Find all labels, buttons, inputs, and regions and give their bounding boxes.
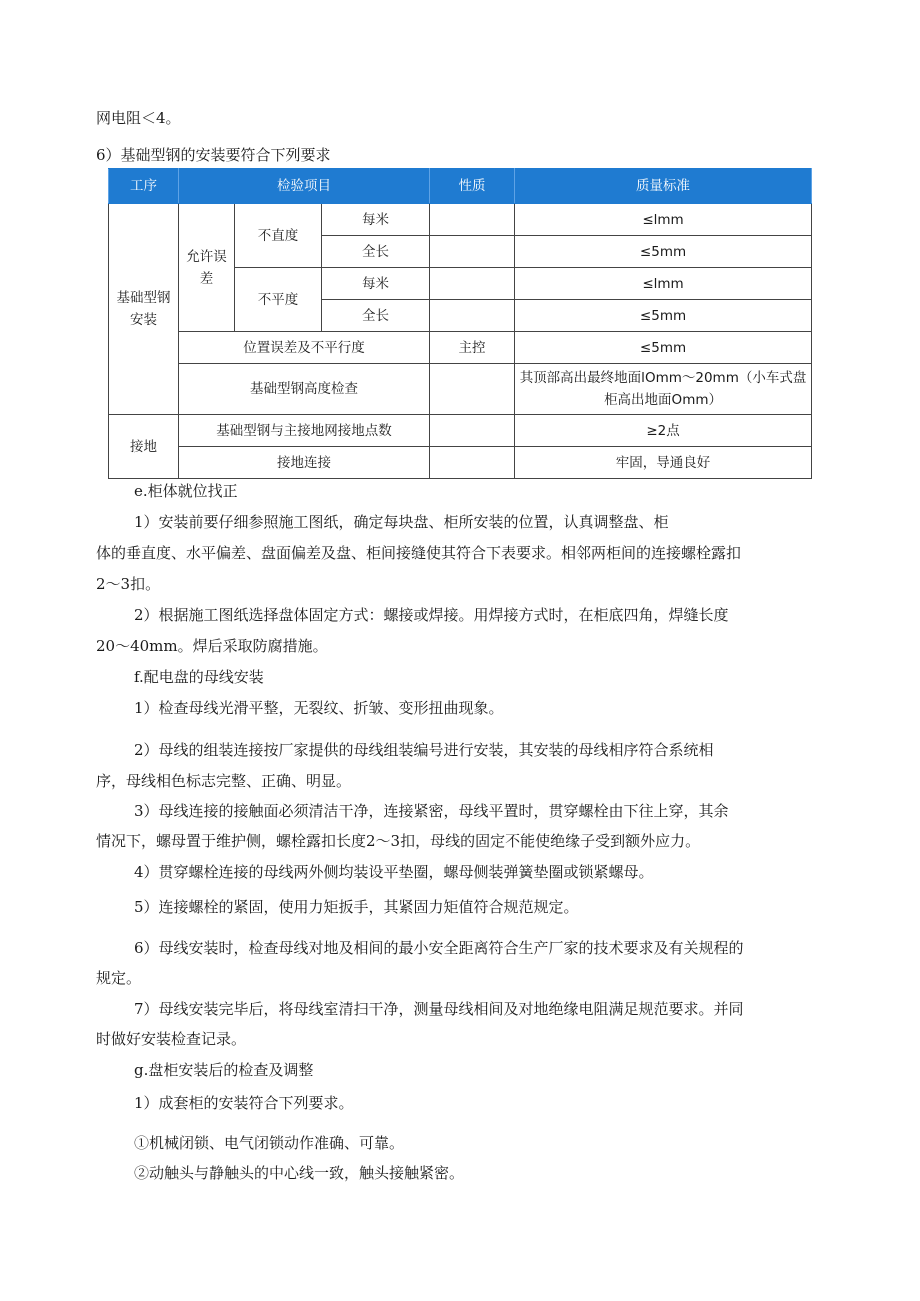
header-nature: 性质	[430, 169, 515, 204]
f7-line-2: 时做好安装检查记录。	[96, 1030, 247, 1048]
nature-cell	[430, 300, 515, 332]
allowed-error-label: 允许误差	[179, 204, 235, 332]
f6-line-2: 规定。	[96, 969, 142, 987]
ground-connection-label: 接地连接	[179, 447, 430, 479]
e2-line-1: 2）根据施工图纸选择盘体固定方式：螺接或焊接。用焊接方式时，在柜底四角，焊缝长度	[134, 606, 729, 624]
section-g-title: g.盘柜安装后的检查及调整	[134, 1061, 314, 1079]
e2-line-2: 20～40mm。焊后采取防腐措施。	[96, 637, 328, 655]
foundation-steel-spec-table	[108, 168, 812, 479]
standard-cell: ≤5mm	[515, 332, 812, 364]
e1-line-1: 1）安装前要仔细参照施工图纸，确定每块盘、柜所安装的位置，认真调整盘、柜	[134, 513, 669, 531]
e1-line-2: 体的垂直度、水平偏差、盘面偏差及盘、柜间接缝使其符合下表要求。相邻两柜间的连接螺栓露扣	[96, 544, 742, 562]
nature-cell: 主控	[430, 332, 515, 364]
f6-line-1: 6）母线安装时，检查母线对地及相间的最小安全距离符合生产厂家的技术要求及有关规程的	[134, 939, 744, 957]
table-row	[109, 447, 812, 479]
table-row	[109, 204, 812, 236]
per-meter-label: 每米	[322, 268, 430, 300]
table-row	[109, 364, 812, 415]
standard-cell: ≤5mm	[515, 236, 812, 268]
section-e-title: e.柜体就位找正	[134, 482, 238, 500]
standard-cell: ≤lmm	[515, 204, 812, 236]
full-length-label: 全长	[322, 300, 430, 332]
nature-cell	[430, 415, 515, 447]
standard-cell: ≤5mm	[515, 300, 812, 332]
table-row	[109, 415, 812, 447]
ground-points-label: 基础型钢与主接地网接地点数	[179, 415, 430, 447]
intro-line: 网电阻＜4。	[96, 109, 181, 127]
g1-item-2: ②动触头与静触头的中心线一致，触头接触紧密。	[134, 1164, 465, 1182]
nature-cell	[430, 447, 515, 479]
header-quality-standard: 质量标准	[515, 169, 812, 204]
header-inspection-item: 检验项目	[179, 169, 430, 204]
standard-cell: ≤lmm	[515, 268, 812, 300]
f4-line: 4）贯穿螺栓连接的母线两外侧均装设平垫圈，螺母侧装弹簧垫圈或锁紧螺母。	[134, 863, 654, 881]
standard-cell: ≥2点	[515, 415, 812, 447]
position-error-label: 位置误差及不平行度	[179, 332, 430, 364]
full-length-label: 全长	[322, 236, 430, 268]
category-foundation-steel: 基础型钢安装	[109, 204, 179, 415]
standard-cell: 其顶部高出最终地面lOmm～20mm（小车式盘柜高出地面Omm）	[515, 364, 812, 415]
nature-cell	[430, 364, 515, 415]
f7-line-1: 7）母线安装完毕后，将母线室清扫干净，测量母线相间及对地绝缘电阻满足规范要求。并同	[134, 1000, 744, 1018]
nature-cell	[430, 268, 515, 300]
standard-cell: 牢固，导通良好	[515, 447, 812, 479]
g1-item-1: ①机械闭锁、电气闭锁动作准确、可靠。	[134, 1134, 405, 1152]
section-6-title: 6）基础型钢的安装要符合下列要求	[96, 146, 331, 164]
category-grounding: 接地	[109, 415, 179, 479]
section-f-title: f.配电盘的母线安装	[134, 668, 264, 686]
table-row	[109, 332, 812, 364]
height-check-label: 基础型钢高度检查	[179, 364, 430, 415]
f2-line-1: 2）母线的组装连接按厂家提供的母线组装编号进行安装，其安装的母线相序符合系统相	[134, 741, 714, 759]
e1-line-3: 2～3扣。	[96, 575, 161, 593]
f1-line: 1）检查母线光滑平整，无裂纹、折皱、变形扭曲现象。	[134, 699, 504, 717]
nature-cell	[430, 236, 515, 268]
per-meter-label: 每米	[322, 204, 430, 236]
header-process: 工序	[109, 169, 179, 204]
table-header-row	[109, 169, 812, 204]
f2-line-2: 序，母线相色标志完整、正确、明显。	[96, 772, 352, 790]
nature-cell	[430, 204, 515, 236]
f3-line-2: 情况下，螺母置于维护侧，螺栓露扣长度2～3扣，母线的固定不能使绝缘子受到额外应力。	[96, 832, 701, 850]
not-straight-label: 不直度	[235, 204, 322, 268]
f3-line-1: 3）母线连接的接触面必须清洁干净，连接紧密，母线平置时，贯穿螺栓由下往上穿，其余	[134, 802, 729, 820]
not-flat-label: 不平度	[235, 268, 322, 332]
f5-line: 5）连接螺栓的紧固，使用力矩扳手，其紧固力矩值符合规范规定。	[134, 898, 579, 916]
g1-line: 1）成套柜的安装符合下列要求。	[134, 1094, 354, 1112]
